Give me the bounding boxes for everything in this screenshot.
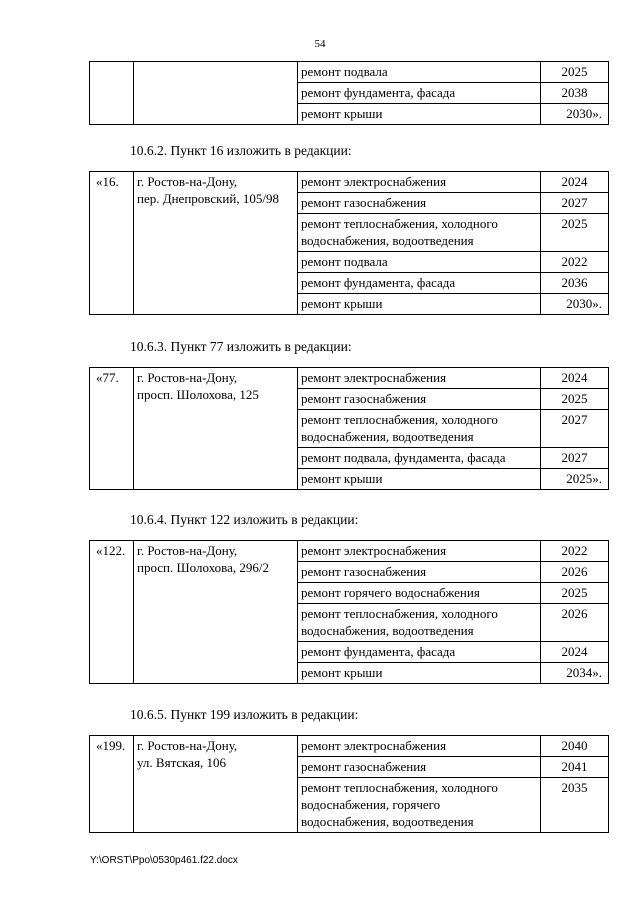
year-cell: 2041 — [541, 757, 609, 778]
year-cell: 2027 — [541, 410, 609, 448]
work-cell: ремонт фундамента, фасада — [298, 83, 541, 104]
work-line: ремонт теплоснабжения, холодного — [301, 216, 498, 231]
address-line: пер. Днепровский, 105/98 — [137, 191, 279, 206]
work-cell: ремонт крыши — [298, 469, 541, 490]
year-cell: 2036 — [541, 273, 609, 294]
item-table-122 — [89, 540, 609, 684]
address-line: г. Ростов-на-Дону, — [137, 738, 238, 753]
work-cell: ремонт крыши — [298, 104, 541, 125]
year-cell: 2027 — [541, 448, 609, 469]
address-cell — [134, 62, 298, 125]
year-cell: 2034». — [541, 663, 609, 684]
year-cell: 2035 — [541, 778, 609, 833]
year-cell: 2025 — [541, 583, 609, 604]
work-line: ремонт теплоснабжения, холодного — [301, 780, 498, 795]
year-cell: 2025 — [541, 389, 609, 410]
number-cell: «122. — [90, 541, 134, 684]
year-cell: 2024 — [541, 642, 609, 663]
year-cell: 2026 — [541, 562, 609, 583]
address-line: г. Ростов-на-Дону, — [137, 543, 238, 558]
work-cell: ремонт крыши — [298, 294, 541, 315]
address-line: ул. Вятская, 106 — [137, 755, 227, 770]
page-number: 54 — [314, 38, 326, 50]
year-cell: 2025 — [541, 214, 609, 252]
address-line: просп. Шолохова, 125 — [137, 387, 259, 402]
address-line: просп. Шолохова, 296/2 — [137, 560, 269, 575]
year-cell: 2022 — [541, 252, 609, 273]
table-row — [90, 736, 609, 757]
address-line: г. Ростов-на-Дону, — [137, 370, 238, 385]
year-cell: 2025 — [541, 62, 609, 83]
year-cell: 2026 — [541, 604, 609, 642]
address-cell — [134, 172, 298, 315]
work-line: ремонт теплоснабжения, холодного — [301, 606, 498, 621]
section-heading: 10.6.5. Пункт 199 изложить в редакции: — [130, 707, 359, 722]
work-cell: ремонт подвала — [298, 62, 541, 83]
section-heading: 10.6.3. Пункт 77 изложить в редакции: — [130, 339, 352, 354]
section-heading: 10.6.4. Пункт 122 изложить в редакции: — [130, 512, 359, 527]
work-cell: ремонт газоснабжения — [298, 562, 541, 583]
work-line: водоснабжения, водоотведения — [301, 814, 474, 829]
work-line: водоснабжения, водоотведения — [301, 233, 474, 248]
work-cell: ремонт фундамента, фасада — [298, 273, 541, 294]
item-table-16 — [89, 171, 609, 315]
address-cell — [134, 368, 298, 490]
work-cell: ремонт электроснабжения — [298, 368, 541, 389]
item-table-77 — [89, 367, 609, 490]
work-cell: ремонт газоснабжения — [298, 193, 541, 214]
work-cell: ремонт крыши — [298, 663, 541, 684]
section-heading: 10.6.2. Пункт 16 изложить в редакции: — [130, 143, 352, 158]
number-cell — [90, 62, 134, 125]
work-cell — [298, 410, 541, 448]
address-cell — [134, 736, 298, 833]
work-cell: ремонт электроснабжения — [298, 172, 541, 193]
year-cell: 2030». — [541, 294, 609, 315]
work-line: водоснабжения, водоотведения — [301, 429, 474, 444]
work-cell — [298, 778, 541, 833]
table-row — [90, 541, 609, 562]
address-line: г. Ростов-на-Дону, — [137, 174, 238, 189]
work-cell — [298, 214, 541, 252]
work-cell: ремонт горячего водоснабжения — [298, 583, 541, 604]
table-row — [90, 62, 609, 83]
work-line: водоснабжения, горячего — [301, 797, 441, 812]
work-cell: ремонт фундамента, фасада — [298, 642, 541, 663]
year-cell: 2040 — [541, 736, 609, 757]
number-cell: «199. — [90, 736, 134, 833]
item-table-199 — [89, 735, 609, 833]
work-cell: ремонт электроснабжения — [298, 541, 541, 562]
year-cell: 2025». — [541, 469, 609, 490]
address-cell — [134, 541, 298, 684]
table-row — [90, 172, 609, 193]
work-cell: ремонт газоснабжения — [298, 389, 541, 410]
year-cell: 2027 — [541, 193, 609, 214]
number-cell: «16. — [90, 172, 134, 315]
work-cell: ремонт подвала, фундамента, фасада — [298, 448, 541, 469]
footer-file-path: Y:\ORST\Ppo\0530p461.f22.docx — [90, 855, 238, 866]
year-cell: 2022 — [541, 541, 609, 562]
year-cell: 2024 — [541, 368, 609, 389]
work-cell — [298, 604, 541, 642]
work-cell: ремонт газоснабжения — [298, 757, 541, 778]
work-cell: ремонт подвала — [298, 252, 541, 273]
continuation-table — [89, 61, 609, 125]
table-row — [90, 368, 609, 389]
number-cell: «77. — [90, 368, 134, 490]
year-cell: 2024 — [541, 172, 609, 193]
work-line: ремонт теплоснабжения, холодного — [301, 412, 498, 427]
work-line: водоснабжения, водоотведения — [301, 623, 474, 638]
year-cell: 2030». — [541, 104, 609, 125]
work-cell: ремонт электроснабжения — [298, 736, 541, 757]
year-cell: 2038 — [541, 83, 609, 104]
